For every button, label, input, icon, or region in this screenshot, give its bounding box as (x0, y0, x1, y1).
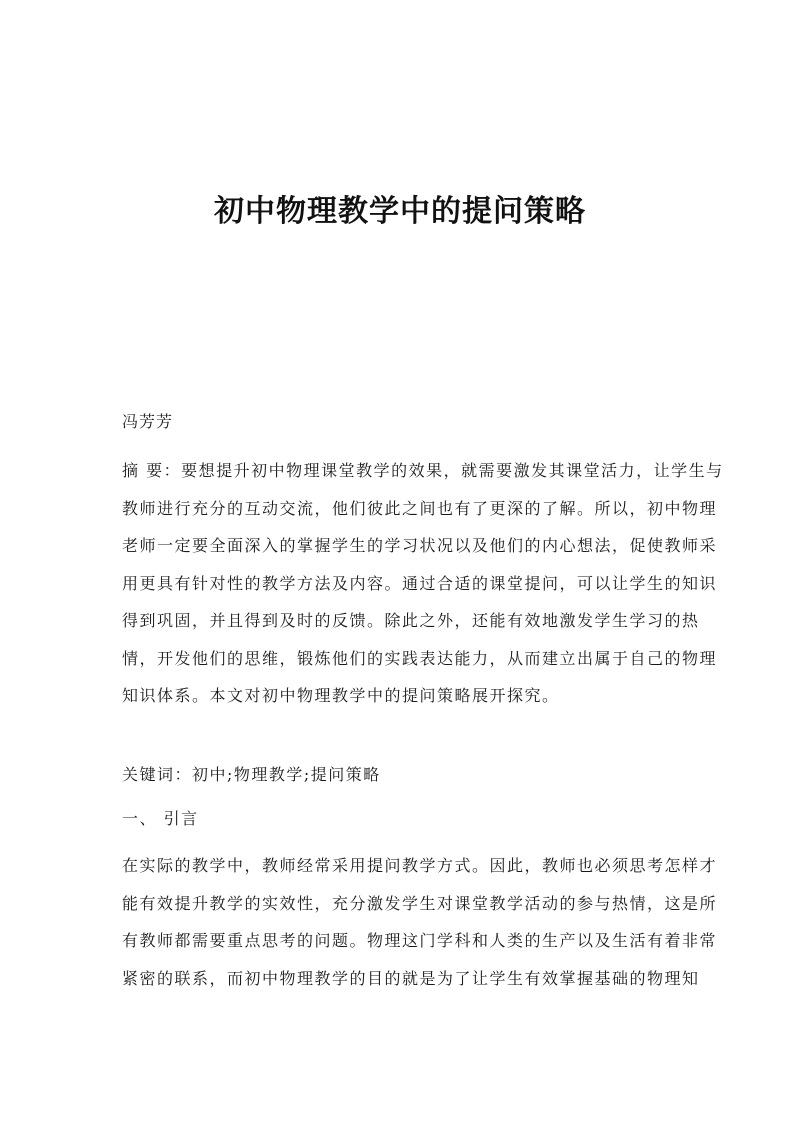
intro-line: 有教师都需要重点思考的问题。物理这门学科和人类的生产以及生活有着非常 (122, 931, 718, 950)
document-title: 初中物理教学中的提问策略 (214, 194, 586, 229)
intro-line: 在实际的教学中，教师经常采用提问教学方式。因此，教师也必须思考怎样才 (122, 856, 718, 875)
intro-paragraph (122, 847, 718, 997)
abstract-line: 得到巩固，并且得到及时的反馈。除此之外，还能有效地激发学生学习的热 (122, 611, 700, 630)
abstract-line: 教师进行充分的互动交流，他们彼此之间也有了更深的了解。所以，初中物理 (122, 498, 718, 518)
abstract-line: 摘 要：要想提升初中物理课堂教学的效果，就需要激发其课堂活力，让学生与 (122, 461, 724, 480)
keywords-line: 关键词：初中;物理教学;提问策略 (122, 765, 381, 784)
abstract-line: 老师一定要全面深入的掌握学生的学习状况以及他们的内心想法，促使教师采 (122, 536, 718, 555)
section-heading: 一、 引言 (122, 809, 199, 828)
author-name: 冯芳芳 (122, 412, 174, 431)
intro-line: 能有效提升教学的实效性，充分激发学生对课堂教学活动的参与热情，这是所 (122, 893, 718, 913)
abstract-line: 用更具有针对性的教学方法及内容。通过合适的课堂提问，可以让学生的知识 (122, 573, 718, 593)
abstract-line: 知识体系。本文对初中物理教学中的提问策略展开探究。 (122, 686, 560, 705)
intro-line: 紧密的联系，而初中物理教学的目的就是为了让学生有效掌握基础的物理知 (122, 968, 700, 988)
abstract-paragraph (122, 452, 724, 715)
abstract-line: 情，开发他们的思维，锻炼他们的实践表达能力，从而建立出属于自己的物理 (122, 648, 718, 668)
